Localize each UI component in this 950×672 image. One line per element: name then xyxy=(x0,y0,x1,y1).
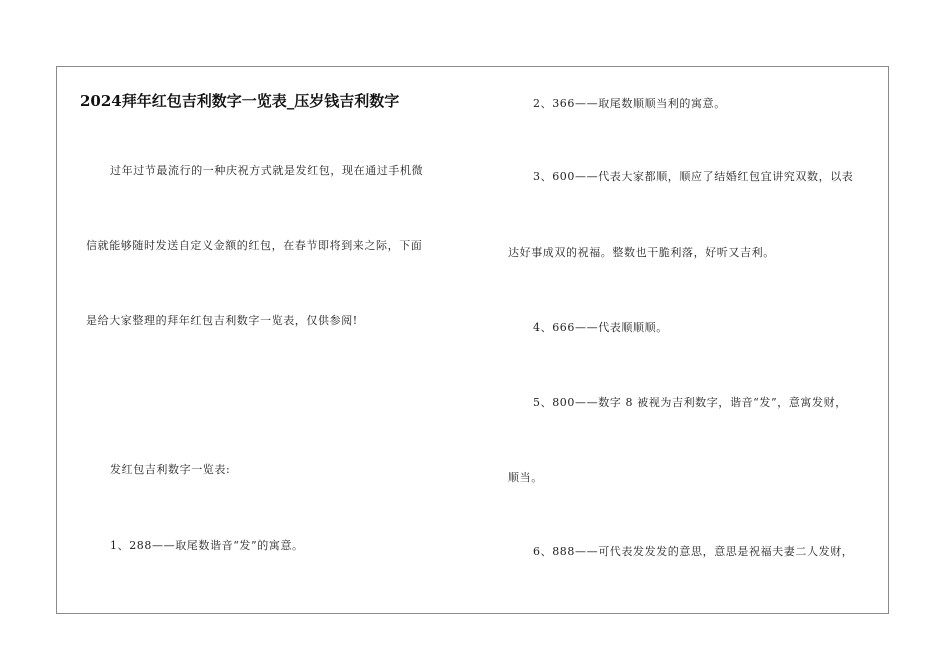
list-item-600-line-1: 3、600——代表大家都顺，顺应了结婚红包宜讲究双数，以表 xyxy=(533,170,854,183)
list-item-366: 2、366——取尾数顺顺当利的寓意。 xyxy=(533,97,726,110)
list-item-666: 4、666——代表顺顺顺。 xyxy=(533,321,668,334)
intro-paragraph-line-2: 信就能够随时发送自定义金额的红包，在春节即将到来之际，下面 xyxy=(86,239,423,252)
document-page xyxy=(56,66,889,614)
intro-paragraph-line-3: 是给大家整理的拜年红包吉利数字一览表，仅供参阅! xyxy=(86,314,358,327)
list-item-888: 6、888——可代表发发发的意思，意思是祝福夫妻二人发财， xyxy=(533,545,854,558)
list-item-288: 1、288——取尾数谐音“发”的寓意。 xyxy=(110,539,304,552)
list-item-600-line-2: 达好事成双的祝福。整数也干脆利落，好听又吉利。 xyxy=(508,246,775,259)
list-heading: 发红包吉利数字一览表: xyxy=(110,463,231,476)
intro-paragraph-line-1: 过年过节最流行的一种庆祝方式就是发红包，现在通过手机微 xyxy=(110,164,424,177)
list-item-800-line-1: 5、800——数字 8 被视为吉利数字，谐音“发”，意寓发财， xyxy=(533,396,847,409)
document-title: 2024拜年红包吉利数字一览表_压岁钱吉利数字 xyxy=(80,92,400,110)
list-item-800-line-2: 顺当。 xyxy=(508,471,543,484)
